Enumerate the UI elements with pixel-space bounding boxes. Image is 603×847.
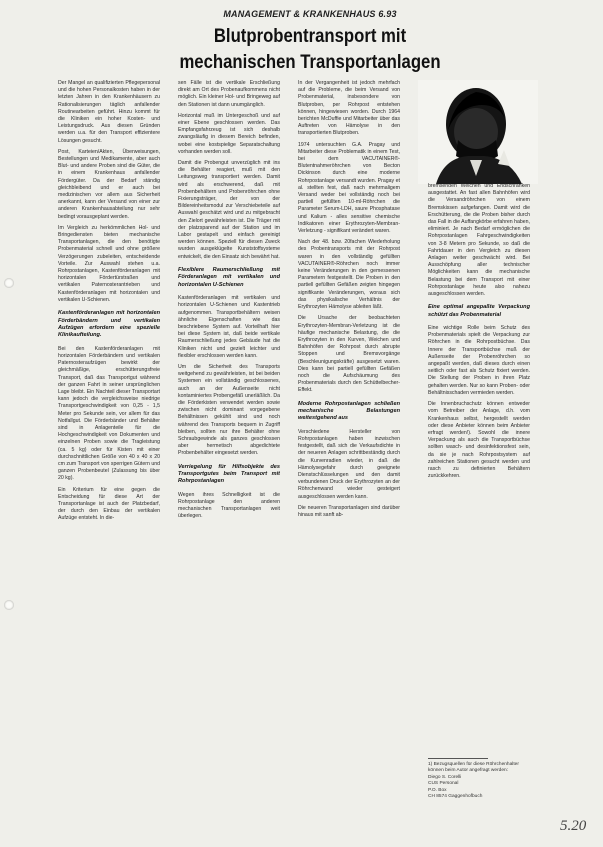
paragraph: Die Innenbruchschutz können entweder vom Betreiber der Anlage, d.h. vom Krankenhaus selbst, hergestellt werden oder diese Anbieter können beim Anbieter erfragt werden!). Sowohl die innere Verpackung als auch die Transportbüchse sollten wasch- und desinfektionsfest sein, da sie je nach Rohrpostsystem auf zahlreichen Stationen gesucht werden und rasch zu definierten Behältern zurückkehren. (428, 401, 530, 480)
footnote-line: Diego S. Corelli (428, 774, 462, 780)
text-column-3 (298, 80, 400, 810)
journal-header: MANAGEMENT & KRANKENHAUS 6.93 (223, 9, 397, 19)
paragraph: Ein Kriterium für eine gegen die Entscheidung für diese Art der Transportanlage ist auch der Platzbedarf, der durch den Einbau der vertikalen Aufzüge entsteht. In die- (58, 486, 160, 522)
footnote-line: 1) Bezugsquellen für diese Röhrchenhalter können beim Autor angefragt werden: (428, 762, 519, 774)
text-column-2 (178, 80, 280, 810)
subheading: Moderne Rohrpostanlagen schließen mechanische Belastungen weitestgehend aus (298, 400, 400, 422)
text-column-4 (428, 183, 530, 743)
article-title: Blutprobentransport mit mechanischen Transportanlagen (179, 26, 441, 73)
paragraph: Eine wichtige Rolle beim Schutz des Probenmaterials spielt die Verpackung zur Röhrchen in die Rohrpostbüchse. Das Innere der Transportbüchse muß der Außenseite der Probenröhrchen so angepaßt werden, daß dieses durch einen seitlich oder fast als Schutz fixiert werden. Die Stellung der Proben in ihren Platz gehalten werden. Nur so kann Proben- oder Behältnisschaden vermieden werden. (428, 325, 530, 396)
paragraph: Der Mangel an qualifizierten Pflegepersonal und die hohen Personalkosten haben in der letzten Jahren in den Krankenhäusern zu Rationalisierungen täglich anfallender Routinearbeiten geführt. Hinzu kommt für die Kliniken ein hoher Kosten- und Leistungsdruck. Aus diesen Gründen werden u.a. für den Transport effizientere Lösungen gesucht. (58, 80, 160, 144)
paragraph: Die neueren Transportanlagen sind darüber hinaus mit sanft ab- (298, 504, 400, 518)
paragraph: Verschiedene Hersteller von Rohrpostanlagen haben inzwischen festgestellt, daß sich die Verkaufsdichte in der neueren Anlagen schrittbeständig durch die Kurvenradien wieder, in daß die Hämolysegefahr durch geeignete Dienstschlüsselungen und den damit verbundenen Druck der Erythrozyten an der Röhrchenwand wieder gesteigert ausgeschlossen werden kann. (298, 428, 400, 500)
paragraph: Nach der 48. bzw. 20fachen Wiederholung des Probentransports mit der Rohrpost waren in den vollständig gefüllten VACUTAINER®-Röhrchen noch immer keine Veränderungen in den gemessenen Parametern festgestellt. Die Proben in den partiell gefüllten Gefäßen zeigten hingegen signifikante Veränderungen, woraus sich das physikalische Verhältnis der Erythrozyten Hämolyse ableiten läßt. (298, 239, 400, 311)
paragraph: Horizontal muß im Untergeschoß und auf einer Ebene geschlossen werden. Das Empfangsfahrzeug ist sich deshalb zwangsläufig in diesem Bereich befinden, wobei eine kostspielige Separatschaltung vorhanden werden soll. (178, 112, 280, 155)
text-column-1 (58, 80, 160, 810)
paragraph: Kastenförderanlagen mit vertikalen und horizontalen U-Schienen und Kastentrieb aufgenommen. Transportbehältern weisen ähnliche Eigenschaften wie das beschriebene System auf. Vorteilhaft hier bei diese System ist, daß beide vertikale Raumerschließung jedes Gebäude hat die Kliniken nicht und gezielt leichter und flexibler erschlossen werden kann. (178, 295, 280, 359)
subheading: Verriegelung für Hilfsobjekte des Transportgutes beim Transport mit Rohrpostanlagen (178, 463, 280, 485)
footnote-line: CUS Personal (428, 781, 459, 787)
paragraph: Damit die Probengut unverzüglich mit ins die Behälter reagiert, muß mit den Leitungsweg transportiert werden. Damit wird als erschwerend, daß mit Probenbehältern und Probenröhrchen ohne Fixierungsträger, der von der Bildereinheitsmodul zur Verschiebeteile auf Auswahl geschätzt wird und zu mitgebracht den Zielort gewährleisten ist. Die Träger mit der platzsparend auf der Station und im Labor gestapelt und einfach gereinigt werden können. Speziell für diesen Zweck wurden ausgeklügelte Kunststoffsysteme entwickelt, die den Einsatz sich bewährt hat. (178, 160, 280, 260)
paragraph: Im Vergleich zu herkömmlichen Hol- und Bringediensten bieten mechanische Transportanlagen, die den benötigte Probenmaterial schnell und ohne größere Verzögerungen zubeleiten, entscheidende Vorteile. Zur Auswahl stehen u.a. Rohrpostanlagen, Kastenförderanlagen mit horizontalen Fördertürstraßen und vertikalen Paternosterantrieben und Kastenförderanlagen mit horizontalen und vertikalen U-Schienen. (58, 224, 160, 303)
footnote-line: P.O. Box (428, 787, 447, 793)
footnote (428, 758, 532, 800)
paragraph: Die Ursache der beobachteten Erythrozyten-Membran-Verletzung ist die häufige mechanische Belastung, die die Erythrozyten in den Kurven, Weichen und Bahnhöfen der Rohrpost durch abrupte Stoppen und Bremsvorgänge (Beschleunigungskräfte) ausgesetzt waren. Dies kann bei partiell gefüllten Gefäßen noch die Aufschäumung des Probenmaterials durch den Schüttelbecher-Effekt. (298, 315, 400, 394)
paragraph: In der Vergangenheit ist jedoch mehrfach auf die Probleme, die beim Versand von Probenmaterial, insbesondere von Blutproben, per Rohrpost entstehen können, hingewiesen worden. Durch 1964 berichten McDuffie und Mitarbeiter über das Auftreten von Hämolyse in den transportierten Blutproben. (298, 80, 400, 137)
page-number: 5.20 (560, 818, 587, 834)
punch-hole (4, 278, 14, 288)
paragraph: Bei den Kastenförderanlagen mit horizontalen Förderbändern und vertikalen Paternosteraufzügen bewirkt der gleichmäßige, erschütterungsfreie Transport, daß das Transportgut während der ganzen Fahrt in seiner ursprünglichen Lage bleibt. Ein Nachteil dieser Transportart kann jedoch die vergleichsweise niedrige Transportgeschwindigkeit von 0,25 - 1,5 Meter pro Sekunde sein, vor allem für das Notfallgut. Die Förderbänder und Behälter sind in Anlagenteile für die Hochgeschwindigkeit von Dokumenten und einzelnen Proben sowie die Tragleistung (ca. 5 kg) oder für Kisten mit einer durchschnittlichen Größe von 40 x 40 x 20 cm zum Transport von sperrigen Gütern und ganzen Probenbeutel (Zulassung bis über 20 kg). (58, 345, 160, 482)
paragraph: Wegen ihres Schnelligkeit ist die Rohrpostanlage den anderen mechanischen Transportanlagen weit überlegen. (178, 491, 280, 520)
subheading: Kastenförderanlagen mit horizontalen Förderbändern und vertikalen Aufzügen erfordern eine spezielle Klinikaufteilung. (58, 310, 160, 339)
author-photo (418, 80, 538, 184)
paragraph: sen Fälle ist die vertikale Erschließung direkt am Ort des Probenaufkommens nicht möglich. Ein kleiner Hol- und Bringeweg auf den Stationen ist dann unumgänglich. (178, 80, 280, 108)
paragraph: bremsenden Weichen und Endschranken ausgestattet. An fast allen Bahnhöfen wird die Versandröhrchen von einem Bremskissen aufgefangen. Damit wird die Erschütterung, die die Proben bisher durch das Fall in die Auffangkörbe erfahren haben, eliminiert. Je nach Bedarf ermöglichen die Rohrpostanlagen Fahrgeschwindigkeiten von 3-8 Metern pro Sekunde, so daß die Fahrtdauer in den Vergleich zu diesen Anlagen weiter geschwächt wird. Bei Ausschöpfung aller technischer Möglichkeiten kann die mechanische Belastung bei dem Transport mit einer Rohrpostanlage heute also nahezu ausgeschlossen werden. (428, 183, 530, 298)
paragraph: Um die Sicherheit des Transports weitgehend zu gewährleisten, ist bei beiden Systemen ein vollständig geschlossenes, auch an der Außenseite nicht kontaminiertes Probengefäß unerläßlich. Da die Förderkisten verwendet werden sowie zwischen nicht dominant vorgegebene Behältnissen gekühlt sind und noch während des Transports bequem in Zugriff bleiben, sollten nur ihre Behälter ohne Schraubgewinde als ganzes geschlossen aber hermetisch abgedichtete Probenbehälter eingesetzt werden. (178, 363, 280, 457)
paragraph: Post, Karteien/Akten, Überweisungen, Bestellungen und Medikamente, aber auch Blut- und andere Proben sind die Güter, die in einem Krankenhaus anfallender Fördergüter. Da der Bedarf ständig gleichbleibend und er auch bei medizinischen vor allem aus Sicherheit anerkannt, kann der Versand von einer zur anderen Krankenhausabteilung nur sehr bedingt vorausgeplant werden. (58, 148, 160, 220)
footnote-line: CH 8574 Gaggenhofbuch (428, 794, 483, 800)
subheading: Flexiblere Raumerschließung mit Förderanlagen mit vertikalen und horizontalen U-Schienen (178, 266, 280, 288)
footnote-rule (428, 758, 488, 759)
subheading: Eine optimal angepaßte Verpackung schützt das Probenmaterial (428, 304, 530, 318)
paragraph: 1974 untersuchten G.A. Pragay und Mitarbeiter diese Problematik in einem Test, bei dem VACUTAINER®-Blutentnahmeröhrchen von Becton Dickinson durch eine moderne Rohrpostanlage versandt wurden. Pragay et al. stellten fest, daß nach mehrmaligem Versand weder bei vollständig noch bei partiell gefüllten 10-ml-Röhrchen die Parameter Serum-LDH, saure Phosphatase und Kalium - alles sensitive chemische Indikatoren einer Erythrozyten-Membran-Verletzung - signifikant verändert waren. (298, 141, 400, 235)
punch-hole (4, 600, 14, 610)
